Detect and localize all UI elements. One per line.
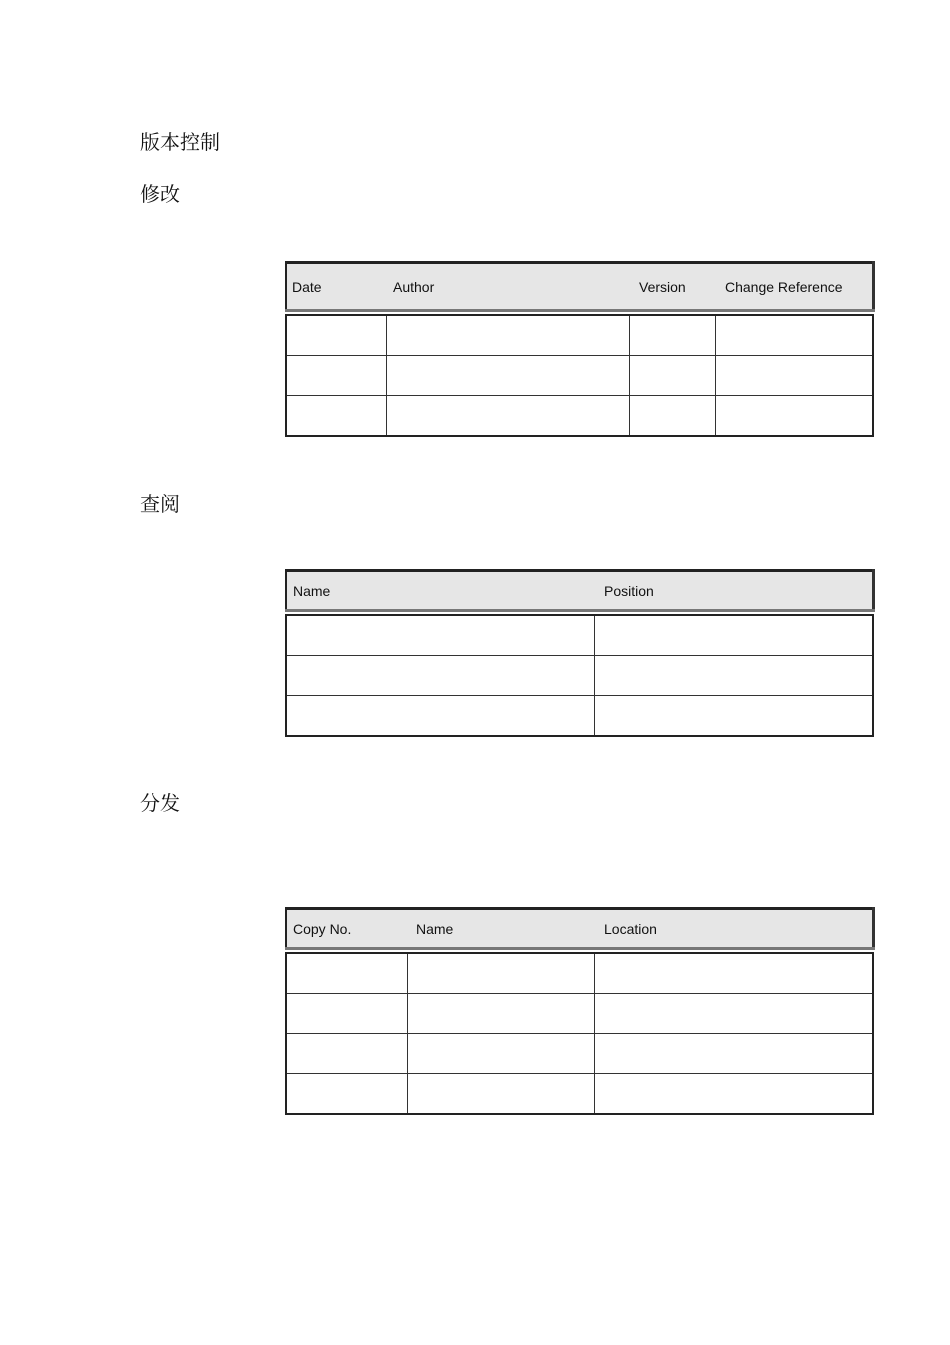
- table-row: [286, 953, 873, 994]
- table-cell[interactable]: [386, 356, 629, 396]
- table-row: [286, 396, 873, 437]
- revision-table-header: [286, 263, 873, 311]
- column-header-author: Author: [393, 278, 435, 295]
- column-header-name: Name: [416, 920, 454, 937]
- table-row: [286, 356, 873, 396]
- column-header-location: Location: [604, 920, 657, 937]
- table-cell[interactable]: [286, 1034, 407, 1074]
- table-cell[interactable]: [286, 356, 386, 396]
- table-cell[interactable]: [286, 994, 407, 1034]
- distribution-table: [285, 907, 875, 1115]
- table-cell[interactable]: [386, 396, 629, 437]
- table-row: [286, 615, 873, 656]
- table-cell[interactable]: [629, 356, 715, 396]
- column-header-version: Version: [639, 278, 686, 295]
- heading-version-control: 版本控制: [140, 130, 220, 154]
- review-table-header: [286, 571, 873, 611]
- table-cell[interactable]: [594, 1074, 873, 1115]
- table-cell[interactable]: [715, 356, 873, 396]
- column-header-name: Name: [293, 582, 331, 599]
- table-cell[interactable]: [594, 615, 873, 656]
- table-row: [286, 656, 873, 696]
- table-cell[interactable]: [629, 315, 715, 356]
- table-cell[interactable]: [407, 953, 594, 994]
- heading-review: 查阅: [140, 492, 180, 516]
- table-cell[interactable]: [286, 1074, 407, 1115]
- table-row: [286, 1074, 873, 1115]
- column-header-change-reference: Change Reference: [725, 278, 843, 295]
- revision-table: [285, 261, 875, 437]
- table-cell[interactable]: [594, 1034, 873, 1074]
- table-cell[interactable]: [407, 1034, 594, 1074]
- table-cell[interactable]: [286, 656, 594, 696]
- table-cell[interactable]: [715, 315, 873, 356]
- table-row: [286, 1034, 873, 1074]
- table-cell[interactable]: [715, 396, 873, 437]
- table-cell[interactable]: [629, 396, 715, 437]
- table-cell[interactable]: [386, 315, 629, 356]
- table-cell[interactable]: [286, 953, 407, 994]
- table-row: [286, 315, 873, 356]
- table-row: [286, 696, 873, 737]
- table-cell[interactable]: [594, 994, 873, 1034]
- table-row: [286, 994, 873, 1034]
- table-cell[interactable]: [594, 953, 873, 994]
- column-header-date: Date: [292, 278, 322, 295]
- review-table: [285, 569, 875, 737]
- table-cell[interactable]: [286, 615, 594, 656]
- table-cell[interactable]: [407, 994, 594, 1034]
- column-header-position: Position: [604, 582, 654, 599]
- table-cell[interactable]: [286, 396, 386, 437]
- heading-revision: 修改: [140, 182, 180, 206]
- table-cell[interactable]: [594, 656, 873, 696]
- column-header-copy-no: Copy No.: [293, 920, 352, 937]
- table-cell[interactable]: [286, 696, 594, 737]
- heading-distribution: 分发: [140, 791, 180, 815]
- table-cell[interactable]: [407, 1074, 594, 1115]
- table-cell[interactable]: [286, 315, 386, 356]
- table-cell[interactable]: [594, 696, 873, 737]
- distribution-table-header: [286, 909, 873, 949]
